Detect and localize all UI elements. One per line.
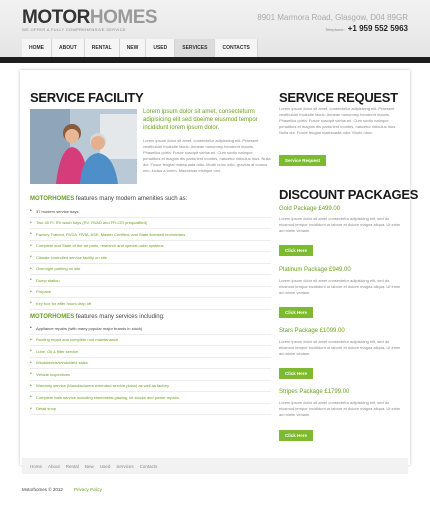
couple-illustration — [30, 109, 137, 184]
footer-link-contacts[interactable]: Contacts — [139, 463, 158, 469]
list-item: • Warranty service (Manufacturers extended service plans) as well as factory — [30, 381, 271, 393]
footer-link-about[interactable]: About — [48, 463, 60, 469]
package-text-stars: Lorem ipsum dolor sit amet consectetur adipisicing elit, sed do eiusmod tempor incididunt ut labore et dolore magna aliqua. Ut enim ad minim veniam. — [279, 339, 401, 356]
package-title-stripes: Stripes Package £1799.00 — [279, 389, 350, 395]
tagline: WE OFFER A FULLY COMPREHENSIVE SERVICE — [22, 27, 126, 32]
list-item: • Overnight parking on site — [30, 264, 271, 276]
amenities-list — [30, 206, 271, 310]
list-item: • Factory Trained, RVDA, RVIA, ASE, Master Certified, and State licensed technicians — [30, 229, 271, 241]
phone-number: +1 959 552 5963 — [347, 24, 408, 33]
privacy-policy-link[interactable]: Privacy Policy — [74, 487, 103, 492]
package-button-platinum[interactable]: Click Here — [279, 307, 313, 318]
address: 8901 Marmora Road, Glasgow, D04 89GR — [257, 13, 408, 22]
nav-contacts[interactable]: CONTACTS — [215, 39, 257, 57]
list-item: • Two 45 Ft. RV wash bays (RV, RVAD and FR-CEI prequalified) — [30, 218, 271, 230]
logo[interactable] — [22, 7, 157, 29]
list-item: • Vehicle inspections — [30, 369, 271, 381]
footer-link-home[interactable]: Home — [30, 463, 43, 469]
intro-body: Lorem ipsum dolor sit amet, consectetur adipisicing elit. Praesent vestibulum molestie lacus. Aenean nonummy hendrerit mauris. Phasellus porta. Fusce suscipit varius mi. Cum sociis natoque penatibus et magnis dis parturient montes, nascetur ridiculus mus. Nulla dui. Fusce feugiat malesuada odio. Morbi nunc odio, gravida at cursus nec, luctus a lorem. Maecenas tristique orci. — [143, 138, 271, 173]
nav-new[interactable]: NEW — [120, 39, 147, 57]
couple-photo — [30, 109, 137, 184]
footer-link-rental[interactable]: Rental — [65, 463, 79, 469]
list-item: • Roofing repair and complete roof maintenance — [30, 335, 271, 347]
package-button-gold[interactable]: Click Here — [279, 245, 313, 256]
nav-rental[interactable]: RENTAL — [85, 39, 120, 57]
copyright: Motorhomes © 2012 — [22, 487, 63, 492]
package-button-stars[interactable]: Click Here — [279, 368, 313, 379]
package-title-platinum: Platinum Package £949.00 — [279, 267, 351, 273]
list-item: • Dump station — [30, 275, 271, 287]
phone-label: Telephone: — [325, 27, 345, 32]
package-button-stripes[interactable]: Click Here — [279, 430, 313, 441]
footer-nav — [22, 458, 408, 474]
amenities-brand: MOTORHOMES — [30, 196, 75, 202]
nav-used[interactable]: USED — [146, 39, 175, 57]
intro-lead: Lorem ipsum dolor sit amet, consecteturm adipisicing elit sed doeime eiusmod tempor incididunt lorem ipsum dolor. — [143, 109, 258, 131]
list-item: • Windshields/windshield sales — [30, 358, 271, 370]
list-item: • Propane — [30, 287, 271, 299]
list-item: • Climate controlled service facility on site — [30, 252, 271, 264]
nav-about[interactable]: ABOUT — [52, 39, 85, 57]
nav-services[interactable]: SERVICES — [175, 39, 215, 60]
amenities-heading — [30, 196, 187, 202]
list-item: • Complete and State of the art parts, research and special order systems — [30, 241, 271, 253]
package-text-gold: Lorem ipsum dolor sit amet consectetur adipisicing elit, sed do eiusmod tempor incididunt ut labore et dolore magna aliqua. Ut enim ad minim veniam. — [279, 216, 401, 233]
footer-link-new[interactable]: New — [84, 463, 94, 469]
services-brand: MOTORHOMES — [30, 314, 75, 320]
list-item: • Complete bath service including sheetmetal glazing, kit stocks and power repairs — [30, 392, 271, 404]
list-item: • Key box for after hours drop off — [30, 298, 271, 310]
service-request-text: Lorem ipsum dolor sit amet, consectetur adipisicing elit. Praesent vestibulum molestie lacus. Aenean nonummy hendrerit mauris. Phasellus porta. Fusce suscipit varius mi. Cum sociis natoque penatibus et magnis dis parturient montes, nascetur ridiculus mus. Nulla dui. Fusce feugiat malesuada odio. Morbi nunc. — [279, 106, 397, 135]
nav-home[interactable]: HOME — [22, 39, 52, 57]
list-item: • Detail shop — [30, 404, 271, 416]
list-item: • Appliance repairs (with many popular major brands in stock) — [30, 323, 271, 335]
main-nav — [22, 39, 258, 57]
footer-link-used[interactable]: Used — [99, 463, 111, 469]
discount-packages-title: DISCOUNT PACKAGES — [279, 187, 419, 202]
package-title-gold: Gold Package £499.00 — [279, 206, 341, 212]
services-heading — [30, 314, 165, 320]
package-text-stripes: Lorem ipsum dolor sit amet consectetur adipisicing elit, sed do eiusmod tempor incididunt ut labore et dolore magna aliqua. Ut enim ad minim veniam. — [279, 400, 401, 417]
amenities-heading-text: features many modern amenities such as: — [74, 196, 188, 202]
header-divider-bar — [0, 57, 430, 63]
services-list — [30, 323, 271, 415]
package-text-platinum: Lorem ipsum dolor sit amet consectetur adipisicing elit, sed do eiusmod tempor incididunt ut labore et dolore magna aliqua. Ut enim ad minim veniam. — [279, 278, 401, 295]
service-request-title: SERVICE REQUEST — [279, 90, 398, 105]
page-title: SERVICE FACILITY — [30, 90, 144, 105]
phone — [325, 24, 408, 33]
logo-motor: MOTOR — [22, 7, 90, 28]
list-item: • Lube, Oil & filter service — [30, 346, 271, 358]
service-request-button[interactable]: Service Request — [279, 155, 326, 166]
package-title-stars: Stars Package £1099.00 — [279, 328, 345, 334]
services-heading-text: features many services including: — [74, 314, 165, 320]
logo-homes: HOMES — [89, 7, 158, 28]
list-item: • 37 modern service bays — [30, 206, 271, 218]
footer-link-services[interactable]: Services — [116, 463, 134, 469]
